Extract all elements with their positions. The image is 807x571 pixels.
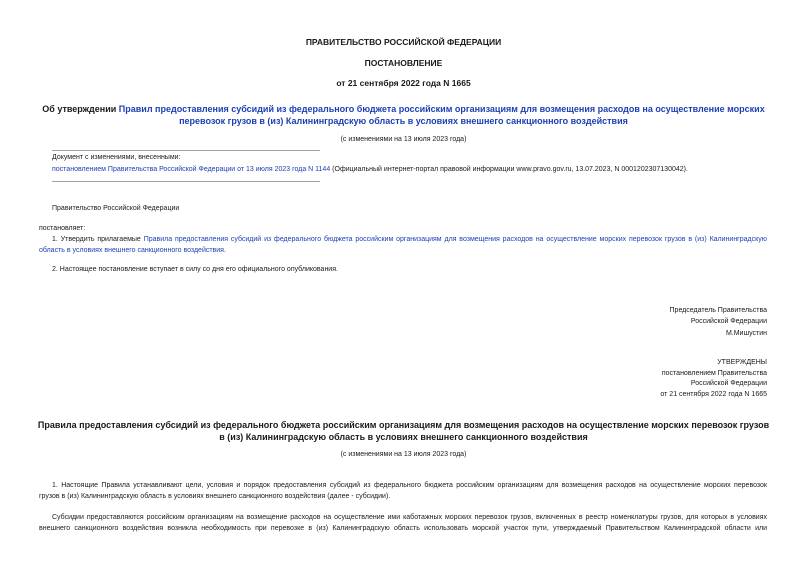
changes-label: Документ с изменениями, внесенными: bbox=[52, 154, 181, 161]
document-date-number: от 21 сентября 2022 года N 1665 bbox=[336, 78, 471, 88]
changes-entry bbox=[52, 165, 688, 175]
document-title-link-part-2[interactable]: перевозок грузов в (из) Калининградскую область в условиях внешнего санкционного воздействия bbox=[179, 116, 628, 126]
decree-item-2: 2. Настоящее постановление вступает в силу со дня его официального опубликования. bbox=[52, 266, 338, 273]
amendment-note: (с изменениями на 13 июля 2023 года) bbox=[340, 136, 467, 143]
separator-line-bottom bbox=[52, 181, 320, 182]
document-type-heading: ПОСТАНОВЛЕНИЕ bbox=[364, 58, 443, 68]
rules-paragraph-2-line-2: внешнего санкционного воздействия возникла необходимость при перевозке в (из) Калининградскую область использовать морской участок пути, утверждаемый Правительством Калининградской области или bbox=[39, 525, 767, 532]
separator-line-top bbox=[52, 150, 320, 151]
rules-title-line-1: Правила предоставления субсидий из федерального бюджета российским организациям для возмещения расходов на осуществление морских перевозок грузов bbox=[37, 420, 770, 430]
rules-title-line-2: в (из) Калининградскую область в условиях внешнего санкционного воздействия bbox=[219, 432, 588, 442]
resolves-text: постановляет: bbox=[39, 225, 86, 232]
rules-paragraph-1-line-2: грузов в (из) Калининградскую область в условиях внешнего санкционного воздействия (далее - субсидии). bbox=[39, 493, 391, 500]
issuer-text: Правительство Российской Федерации bbox=[52, 205, 180, 212]
decree-item-1-line-2 bbox=[39, 246, 226, 256]
rules-paragraph-2-line-1: Субсидии предоставляются российским организациям на возмещение расходов на осуществление ими каботажных морских перевозок грузов, включенных в реестр номенклатуры грузов, для которых в условиях bbox=[52, 514, 767, 521]
signatory-position-line-1: Председатель Правительства bbox=[669, 307, 767, 314]
document-title-link-part-1[interactable]: Правил предоставления субсидий из федерального бюджета российским организациям для возмещения расходов на осуществление морских bbox=[118, 104, 765, 114]
publication-source: (Официальный интернет-портал правовой информации www.pravo.gov.ru, 13.07.2023, N 0001202307130042). bbox=[330, 166, 688, 173]
approval-stamp: УТВЕРЖДЕНЫ bbox=[717, 359, 767, 366]
rules-amendment-note: (с изменениями на 13 июля 2023 года) bbox=[340, 451, 467, 458]
government-heading: ПРАВИТЕЛЬСТВО РОССИЙСКОЙ ФЕДЕРАЦИИ bbox=[305, 37, 502, 47]
document-title-prefix: Об утверждении bbox=[42, 104, 119, 114]
document-title-line-2 bbox=[0, 115, 807, 127]
decree-item-1-line-1 bbox=[52, 235, 767, 245]
signatory-name: М.Мишустин bbox=[725, 330, 767, 337]
rules-link-part-2[interactable]: область в условиях внешнего санкционного воздействия bbox=[39, 247, 224, 254]
decree-item-1-prefix: 1. Утвердить прилагаемые bbox=[52, 236, 144, 243]
rules-paragraph-1-line-1: 1. Настоящие Правила устанавливают цели, условия и порядок предоставления субсидий из федерального бюджета российским организациям для возмещения расходов на осуществление морских перевозок bbox=[52, 482, 767, 489]
rules-link-part-1[interactable]: Правила предоставления субсидий из федерального бюджета российским организациям для возмещения расходов на осуществление морских перевозок грузов в (из) Калининградскую bbox=[143, 236, 768, 243]
approval-line-2: Российской Федерации bbox=[690, 380, 767, 387]
document-title-line-1 bbox=[0, 103, 807, 115]
approval-line-1: постановлением Правительства bbox=[661, 370, 767, 377]
decree-item-1-suffix: . bbox=[223, 247, 226, 254]
approval-line-3: от 21 сентября 2022 года N 1665 bbox=[660, 391, 767, 398]
signatory-position-line-2: Российской Федерации bbox=[690, 318, 767, 325]
amending-resolution-link[interactable]: постановлением Правительства Российской Федерации от 13 июля 2023 года N 1144 bbox=[52, 166, 331, 173]
